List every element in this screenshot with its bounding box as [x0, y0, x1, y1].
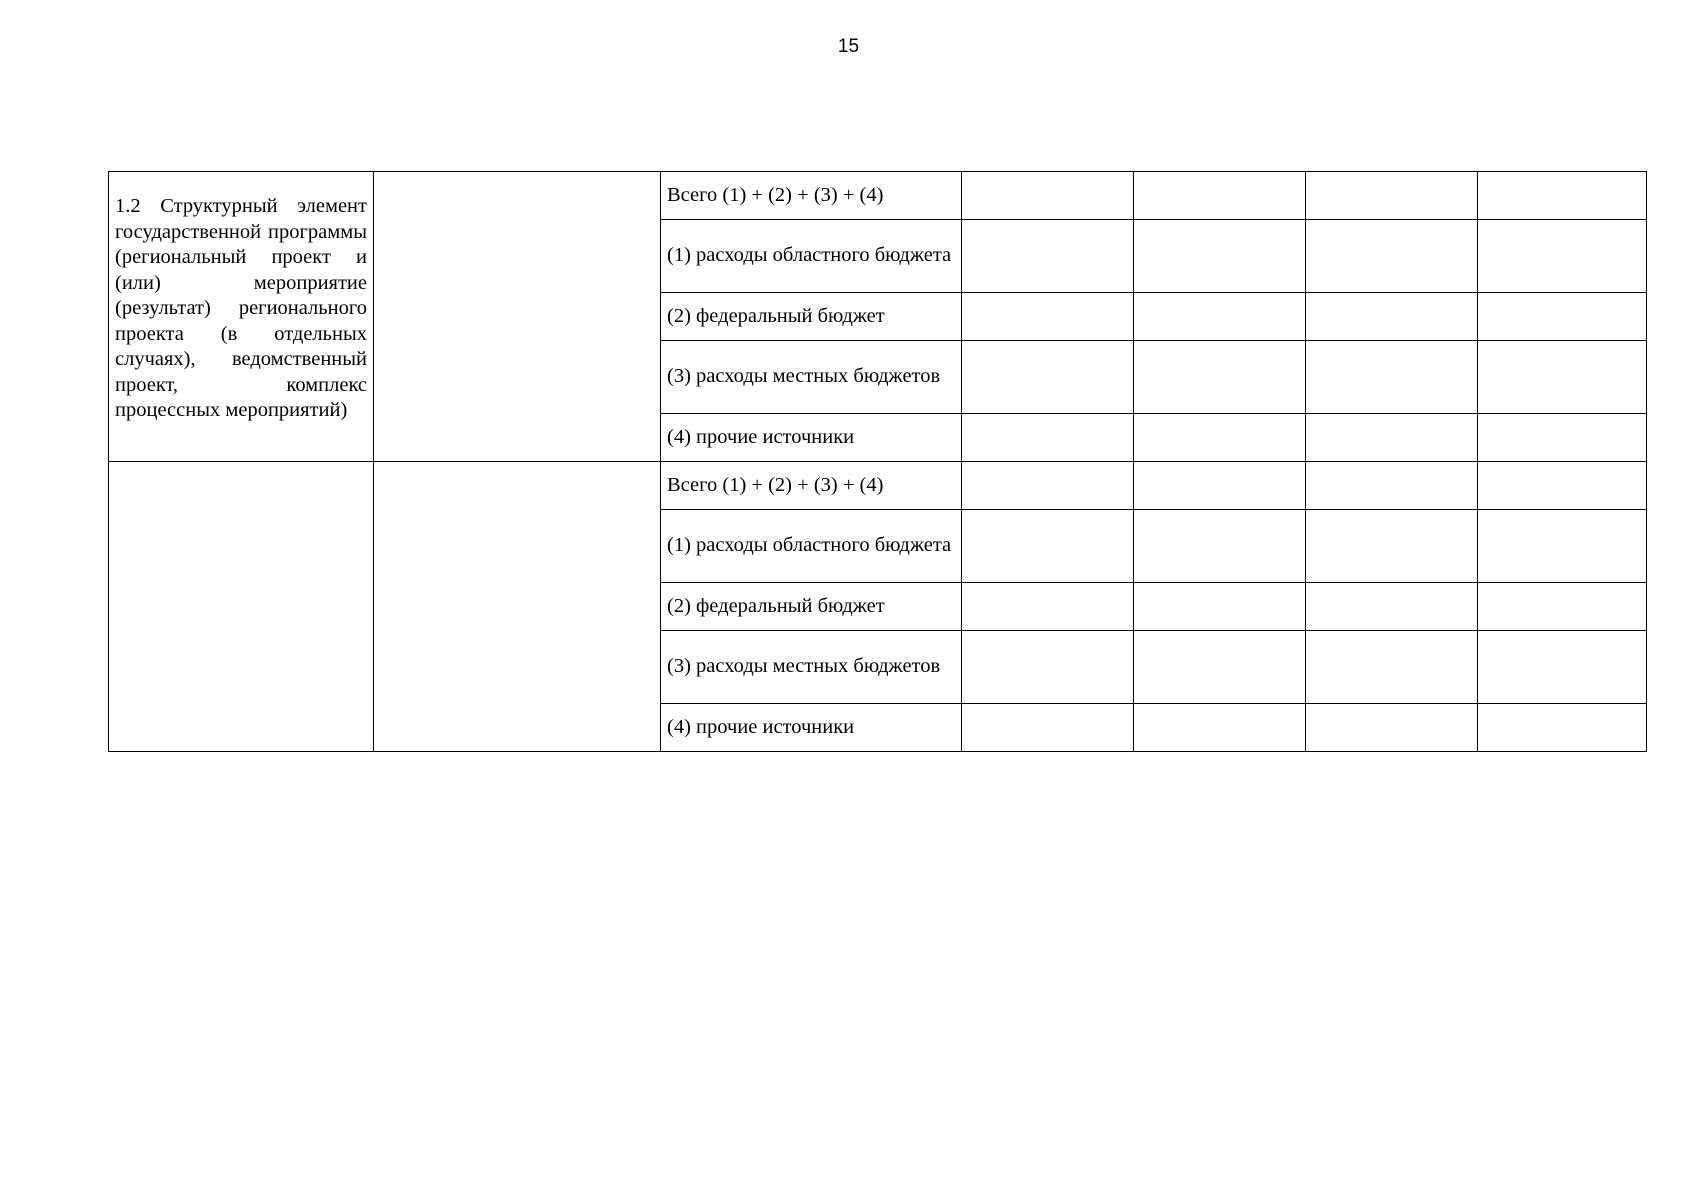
value-cell — [1306, 220, 1478, 293]
funding-source-other: (4) прочие источники — [661, 414, 962, 462]
funding-source-total: Всего (1) + (2) + (3) + (4) — [661, 462, 962, 510]
value-cell — [1306, 293, 1478, 341]
value-cell — [1478, 414, 1647, 462]
empty-cell — [374, 172, 661, 462]
value-cell — [1478, 341, 1647, 414]
value-cell — [1134, 220, 1306, 293]
value-cell — [1306, 341, 1478, 414]
value-cell — [1134, 293, 1306, 341]
value-cell — [1134, 510, 1306, 583]
value-cell — [1134, 631, 1306, 704]
value-cell — [1134, 462, 1306, 510]
value-cell — [1306, 172, 1478, 220]
value-cell — [1306, 510, 1478, 583]
value-cell — [962, 583, 1134, 631]
value-cell — [1478, 293, 1647, 341]
funding-source-other: (4) прочие источники — [661, 704, 962, 752]
value-cell — [1306, 414, 1478, 462]
value-cell — [1478, 583, 1647, 631]
funding-source-total: Всего (1) + (2) + (3) + (4) — [661, 172, 962, 220]
value-cell — [1478, 220, 1647, 293]
funding-source-regional: (1) расходы областного бюджета — [661, 220, 962, 293]
table-row — [109, 172, 1647, 220]
value-cell — [962, 704, 1134, 752]
funding-source-federal: (2) федеральный бюджет — [661, 293, 962, 341]
structural-element-cell: 1.2 Структурный элемент государственной программы (региональный проект и (или) мероприятие (результат) регионального проекта (в отдельных случаях), ведомственный проект, комплекс процессных мероприятий) — [109, 172, 374, 462]
value-cell — [1306, 462, 1478, 510]
funding-source-local: (3) расходы местных бюджетов — [661, 631, 962, 704]
empty-cell — [374, 462, 661, 752]
value-cell — [1134, 341, 1306, 414]
value-cell — [1478, 631, 1647, 704]
funding-source-local: (3) расходы местных бюджетов — [661, 341, 962, 414]
value-cell — [962, 172, 1134, 220]
structural-element-cell — [109, 462, 374, 752]
value-cell — [1134, 414, 1306, 462]
value-cell — [962, 510, 1134, 583]
value-cell — [962, 220, 1134, 293]
value-cell — [1306, 704, 1478, 752]
value-cell — [962, 341, 1134, 414]
value-cell — [1306, 631, 1478, 704]
value-cell — [962, 462, 1134, 510]
value-cell — [1134, 583, 1306, 631]
value-cell — [1478, 172, 1647, 220]
page-number: 15 — [837, 36, 860, 57]
budget-table — [108, 171, 1647, 752]
value-cell — [1478, 704, 1647, 752]
funding-source-federal: (2) федеральный бюджет — [661, 583, 962, 631]
value-cell — [962, 414, 1134, 462]
value-cell — [962, 293, 1134, 341]
value-cell — [1134, 704, 1306, 752]
value-cell — [1478, 510, 1647, 583]
table-row — [109, 462, 1647, 510]
value-cell — [1478, 462, 1647, 510]
value-cell — [1306, 583, 1478, 631]
funding-source-regional: (1) расходы областного бюджета — [661, 510, 962, 583]
value-cell — [962, 631, 1134, 704]
value-cell — [1134, 172, 1306, 220]
